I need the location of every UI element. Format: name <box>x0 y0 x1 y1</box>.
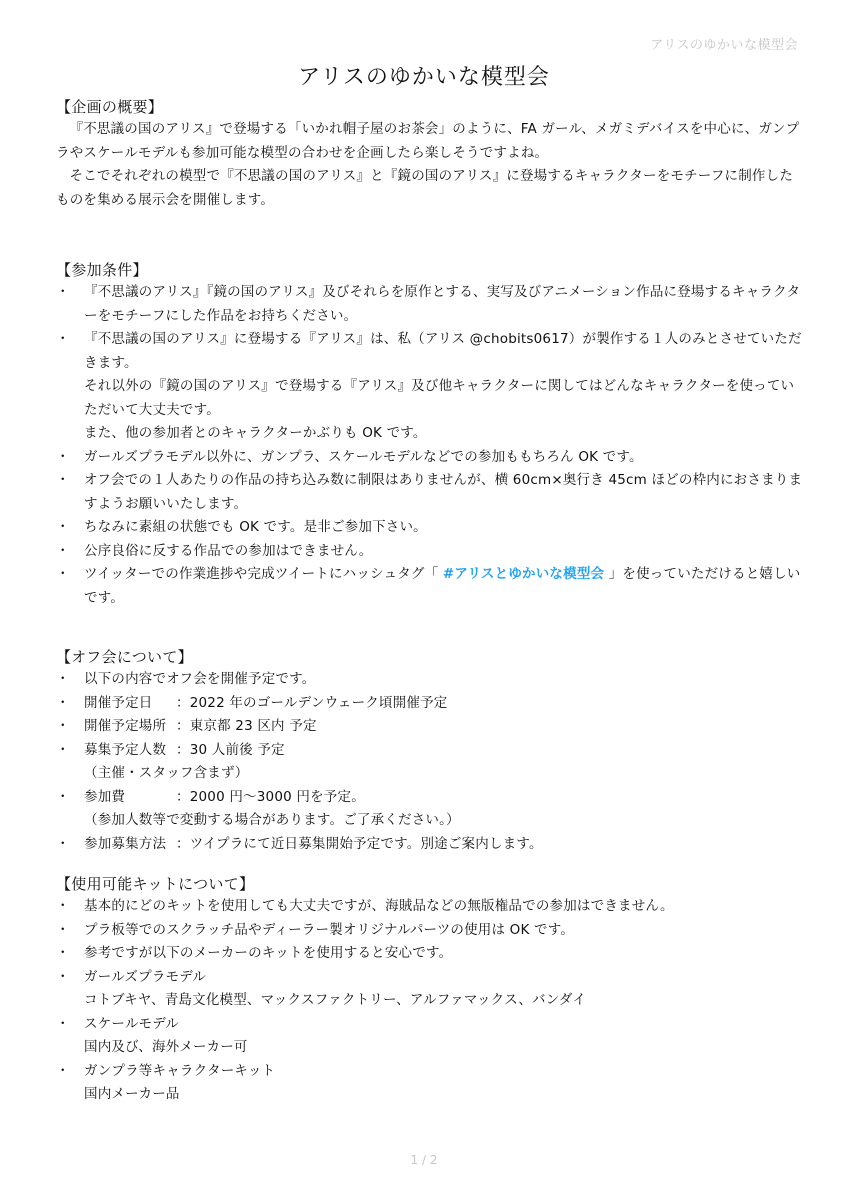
bullet-mark: ・ <box>56 542 70 559</box>
list-item <box>56 516 806 540</box>
item-text: また、他の参加者とのキャラクターかぶりも OK です。 <box>84 425 427 441</box>
conditions-list <box>56 281 806 610</box>
list-item <box>56 446 806 470</box>
kits-heading: 【使用可能キットについて】 <box>56 875 255 893</box>
item-note: 国内及び、海外メーカー可 <box>84 1039 248 1055</box>
bullet-mark: ・ <box>56 898 70 914</box>
kits-section <box>56 873 806 1107</box>
hashtag-item-after: 」を使っていただけると嬉しいです。 <box>84 566 801 606</box>
item-text: ガンプラ等キャラクターキット <box>84 1062 276 1079</box>
running-header: アリスのゆかいな模型会 <box>650 38 798 53</box>
overview-section <box>56 96 806 212</box>
item-note: コトブキヤ、青島文化模型、マックスファクトリー、アルファマックス、バンダイ <box>84 992 587 1008</box>
list-item <box>56 833 806 857</box>
list-item <box>56 966 806 1013</box>
bullet-mark: ・ <box>56 835 70 852</box>
list-item <box>56 563 806 610</box>
overview-heading: 【企画の概要】 <box>56 98 164 116</box>
list-item <box>56 895 806 919</box>
item-text: ガールズプラモデル以外に、ガンプラ、スケールモデルなどでの参加ももちろん OK です。 <box>84 448 643 465</box>
list-item <box>56 328 806 446</box>
bullet-mark: ・ <box>56 331 70 347</box>
offkai-heading: 【オフ会について】 <box>56 648 193 666</box>
item-text: それ以外の『鏡の国のアリス』で登場する『アリス』及び他キャラクターに関してはどんなキャラクターを使っていただいて大丈夫です。 <box>84 378 795 418</box>
item-label: 開催予定日 <box>84 694 153 711</box>
item-label: 開催予定場所 <box>84 718 167 734</box>
bullet-mark: ・ <box>56 284 70 300</box>
list-item <box>56 281 806 328</box>
item-label: 募集予定人数 <box>84 741 167 758</box>
list-item <box>56 469 806 516</box>
bullet-mark: ・ <box>56 718 70 734</box>
list-item <box>56 739 806 786</box>
item-value: ：東京都 23 区内 予定 <box>176 718 317 734</box>
conditions-heading: 【参加条件】 <box>56 261 148 279</box>
item-text: ちなみに素組の状態でも OK です。是非ご参加下さい。 <box>84 519 427 535</box>
overview-paragraph-2: そこでそれぞれの模型で『不思議の国のアリス』と『鏡の国のアリス』に登場するキャラクターをモチーフに制作したものを集める展示会を開催します。 <box>56 168 794 208</box>
item-note: 国内メーカー品 <box>84 1086 180 1102</box>
item-value: ：30 人前後 予定 <box>176 741 285 758</box>
list-item <box>56 942 806 966</box>
item-value: ：2022 年のゴールデンウェーク頃開催予定 <box>176 694 448 711</box>
item-value: ：2000 円〜3000 円を予定。 <box>176 788 365 805</box>
list-item <box>56 1060 806 1107</box>
conditions-section <box>56 259 806 610</box>
list-item <box>56 692 806 716</box>
bullet-mark: ・ <box>56 945 70 961</box>
offkai-list <box>56 668 806 856</box>
list-item <box>56 668 806 692</box>
overview-paragraph-1: 『不思議の国のアリス』で登場する「いかれ帽子屋のお茶会」のように、FA ガール、メガミデバイスを中心に、ガンプラやスケールモデルも参加可能な模型の合わせを企画したら楽しそうですよね。 <box>56 121 800 161</box>
page-title: アリスのゆかいな模型会 <box>298 65 550 90</box>
list-item <box>56 1013 806 1060</box>
item-text: 基本的にどのキットを使用しても大丈夫ですが、海賊品などの無版権品での参加はできません。 <box>84 898 674 914</box>
bullet-mark: ・ <box>56 968 70 985</box>
item-text: 『不思議のアリス』『鏡の国のアリス』及びそれらを原作とする、実写及びアニメーション作品に登場するキャラクターをモチーフにした作品をお持ちください。 <box>84 284 801 324</box>
item-note: （参加人数等で変動する場合があります。ご了承ください。） <box>84 812 460 828</box>
kits-list <box>56 895 806 1107</box>
item-label: 参加費 <box>84 788 126 805</box>
item-text: ガールズプラモデル <box>84 968 206 985</box>
item-value: ：ツイプラにて近日募集開始予定です。別途ご案内します。 <box>176 835 543 852</box>
bullet-mark: ・ <box>56 566 70 582</box>
item-text: オフ会での１人あたりの作品の持ち込み数に制限はありませんが、横 60cm×奥行き 45cm ほどの枠内におさまりますようお願いいたします。 <box>84 472 803 512</box>
list-item <box>56 715 806 739</box>
hashtag-item-before: ツイッターでの作業進捗や完成ツイートにハッシュタグ「 <box>84 566 443 582</box>
bullet-mark: ・ <box>56 472 70 488</box>
bullet-mark: ・ <box>56 741 70 758</box>
bullet-mark: ・ <box>56 1015 70 1032</box>
bullet-mark: ・ <box>56 448 70 465</box>
item-note: （主催・スタッフ含まず） <box>84 765 249 781</box>
list-item <box>56 786 806 833</box>
page-number: 1 / 2 <box>410 1153 438 1167</box>
bullet-mark: ・ <box>56 671 70 687</box>
item-text: 以下の内容でオフ会を開催予定です。 <box>84 671 316 687</box>
item-label: 参加募集方法 <box>84 835 167 852</box>
item-text: 公序良俗に反する作品での参加はできません。 <box>84 542 373 559</box>
list-item <box>56 540 806 564</box>
offkai-section <box>56 646 806 856</box>
item-text: 『不思議の国のアリス』に登場する『アリス』は、私（アリス @chobits0617）が製作する１人のみとさせていただきます。 <box>84 331 802 371</box>
bullet-mark: ・ <box>56 694 70 711</box>
bullet-mark: ・ <box>56 788 70 805</box>
item-text: スケールモデル <box>84 1015 179 1032</box>
item-text: プラ板等でのスクラッチ品やディーラー製オリジナルパーツの使用は OK です。 <box>84 921 575 938</box>
bullet-mark: ・ <box>56 1062 70 1079</box>
bullet-mark: ・ <box>56 921 70 938</box>
list-item <box>56 919 806 943</box>
item-text: 参考ですが以下のメーカーのキットを使用すると安心です。 <box>84 945 453 961</box>
hashtag-link[interactable]: #アリスとゆかいな模型会 <box>442 566 605 582</box>
bullet-mark: ・ <box>56 519 70 535</box>
